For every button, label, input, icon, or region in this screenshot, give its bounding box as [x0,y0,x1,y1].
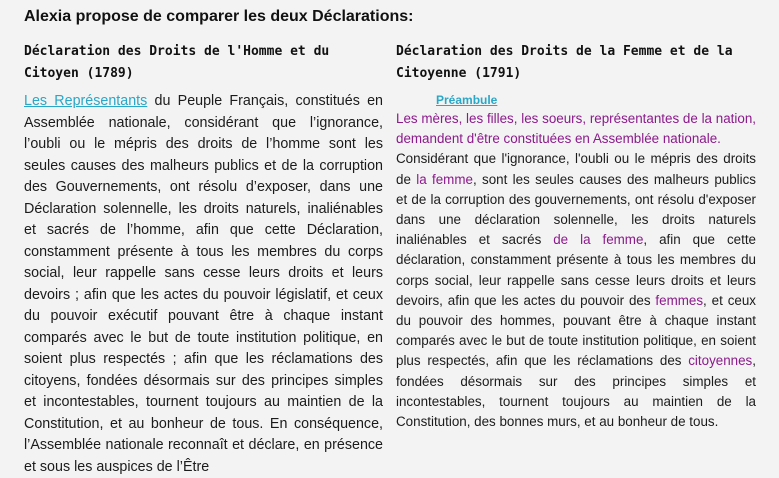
right-column-1791 [396,41,756,432]
representants-link[interactable]: Les Représentants [24,93,148,109]
page-title: Alexia propose de comparer les deux Déclarations: [24,8,414,25]
left-body-text: du Peuple Français, constitués en Assemblée nationale, considérant que l’ignorance, l’oubli ou le mépris des droits de l’homme sont les seules causes des malheurs publics et de la corruption des Gouvernements, ont résolu d’exposer, dans une Déclaration solennelle, les droits naturels, inaliénables et sacrés de l’homme, afin que cette Déclaration, constamment présente à tous les membres du corps social, leur rappelle sans cesse leurs droits et leurs devoirs ; afin que les actes du pouvoir législatif, et ceux du pouvoir exécutif pouvant être à chaque instant comparés avec le but de toute institution politique, en soient plus respectés ; afin que les réclamations des citoyens, fondées désormais sur des principes simples et incontestables, tournent toujours au maintien de la Constitution, et au bonheur de tous. En conséquence, l’Assemblée nationale reconnaît et déclare, en présence et sous les auspices de l’Être [24,93,383,475]
highlight-femmes: femmes [655,292,704,308]
body-segment: , afin que cette déclaration, constamment présente à tous les membres du corps social, leur rappelle sans cesse leurs droits et leurs devoirs, afin que les actes du pouvoir des [396,232,757,308]
body-segment: , et ceux du pouvoir des hommes, pouvant être à chaque instant comparés avec le but de toute institution politique, en soient plus respectés, afin que les réclamations des [396,292,756,369]
left-column-text [24,91,383,478]
body-segment: , fondées désormais sur des principes simples et incontestables, tournent toujours au maintien de la Constitution, des bonnes murs, et au bonheur de tous. [396,353,756,430]
right-body-paragraph [396,149,756,432]
left-column-1789 [24,41,383,478]
left-column-heading: Déclaration des Droits de l'Homme et du Citoyen (1789) [24,44,330,81]
body-segment: Considérant que l'ignorance, l'oubli ou le mépris des droits de [396,151,756,187]
right-column-text [396,109,756,432]
highlight-de-la-femme: de la femme [553,232,644,248]
right-column-heading: Déclaration des Droits de la Femme et de la Citoyenne (1791) [396,44,733,81]
highlight-la-femme: la femme [416,171,473,187]
highlight-citoyennes: citoyennes [688,353,753,369]
body-segment: , sont les seules causes des malheurs publics et de la corruption des gouvernements, ont résolu d'exposer dans une déclaration solennelle, les droits naturels inaliénables et sacrés [396,171,756,248]
preambule-link[interactable]: Préambule [436,93,498,107]
right-intro-text: Les mères, les filles, les soeurs, représentantes de la nation, demandent d'être constituées en Assemblée nationale. [396,111,756,147]
